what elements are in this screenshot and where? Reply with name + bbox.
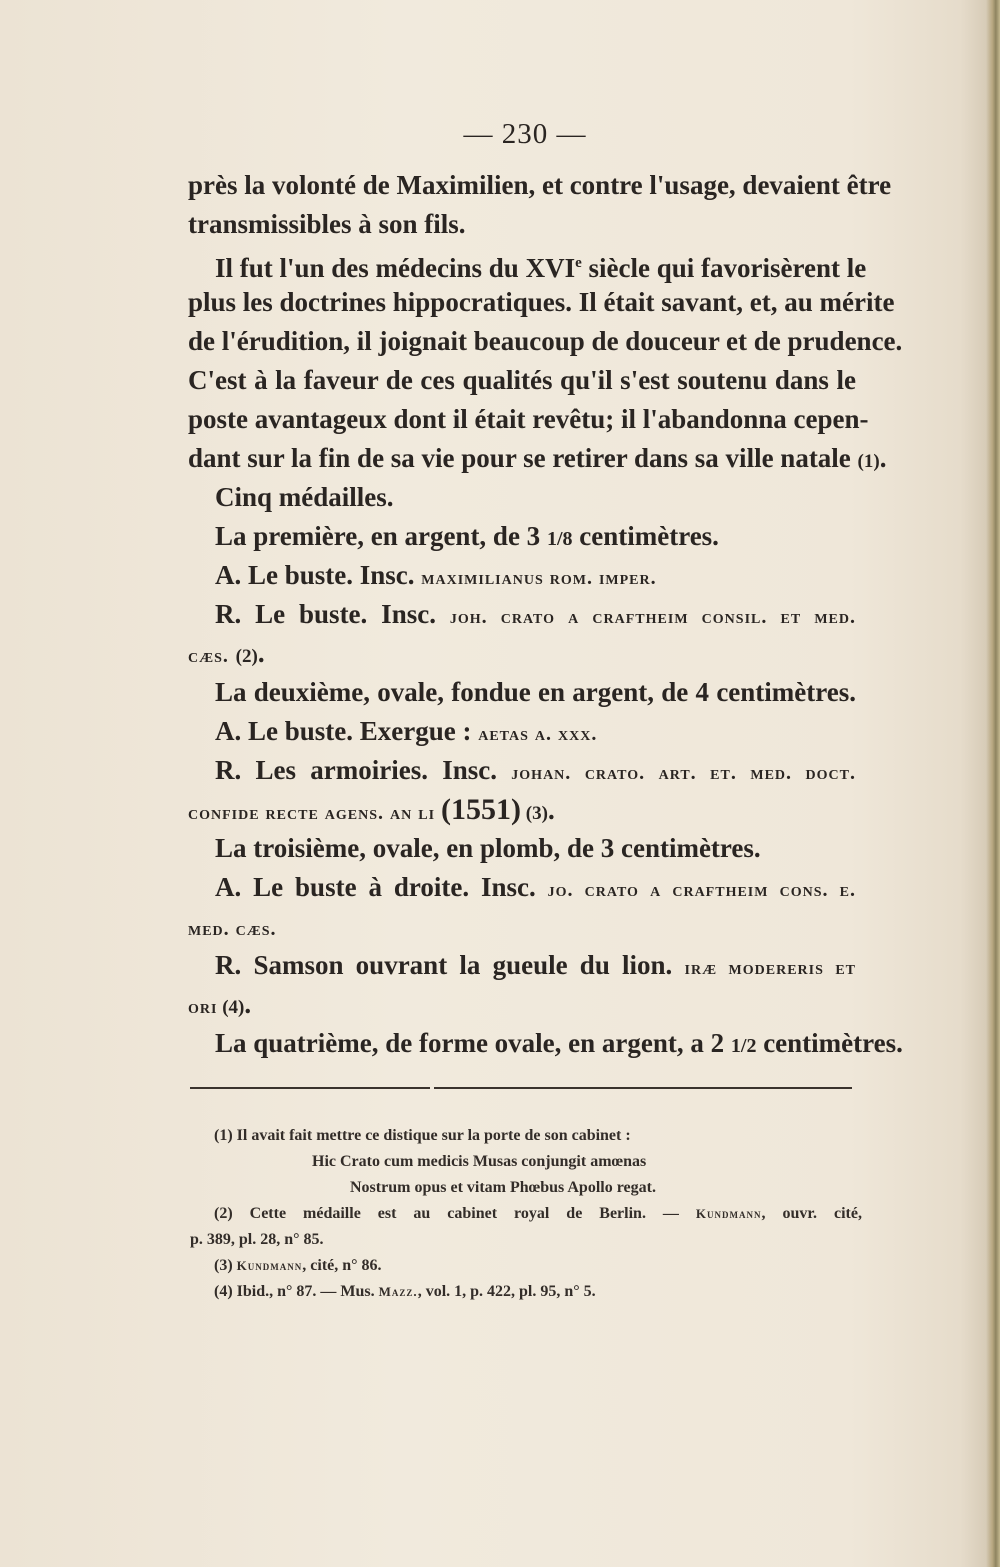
footnote-line: (2) Cette médaille est au cabinet royal de Berlin. — Kundmann, ouvr. cité, (214, 1205, 862, 1222)
text-line: transmissibles à son fils. (188, 209, 466, 239)
footnote-line: (3) Kundmann, cité, n° 86. (214, 1257, 382, 1274)
footnote-line: p. 389, pl. 28, n° 85. (190, 1231, 324, 1248)
text-line: R. Les armoiries. Insc. johan. crato. art. et. med. doct. (215, 755, 857, 785)
footnote-line: (4) Ibid., n° 87. — Mus. Mazz., vol. 1, p. 422, pl. 95, n° 5. (214, 1283, 596, 1300)
text-line: Il fut l'un des médecins du XVIe siècle qui favorisèrent le (215, 253, 867, 283)
text-line: La première, en argent, de 3 1/8 centimètres. (215, 521, 719, 551)
footnote-verse: Nostrum opus et vitam Phœbus Apollo regat. (350, 1179, 656, 1196)
footnote-ref: (4) (217, 997, 245, 1018)
text-line: Cinq médailles. (215, 482, 394, 512)
text-line: A. Le buste à droite. Insc. jo. crato a craftheim cons. e. (215, 872, 856, 902)
footnote-ref: (1) (857, 451, 880, 472)
text-line: La quatrième, de forme ovale, en argent, a 2 1/2 centimètres. (215, 1028, 903, 1058)
footnote-ref: (2) (235, 646, 258, 667)
text-line: de l'érudition, il joignait beaucoup de douceur et de prudence. (188, 326, 903, 356)
text-line: confide recte agens. an li (1551) (3). (188, 793, 555, 826)
text-line: plus les doctrines hippocratiques. Il était savant, et, au mérite (188, 287, 895, 317)
text-line: R. Le buste. Insc. joh. crato a craftheim consil. et med. (215, 599, 856, 629)
text-line: R. Samson ouvrant la gueule du lion. iræ modereris et (215, 950, 856, 980)
footnote-verse: Hic Crato cum medicis Musas conjungit amœnas (312, 1153, 647, 1170)
text-line: dant sur la fin de sa vie pour se retirer dans sa ville natale (1). (188, 443, 887, 473)
footnote-rule (434, 1087, 852, 1089)
text-line: med. cæs. (188, 918, 277, 940)
text-line: ori (4). (188, 989, 252, 1019)
text-line: poste avantageux dont il était revêtu; il l'abandonna cepen- (188, 404, 869, 434)
page-edge (986, 0, 1000, 1567)
text-line: C'est à la faveur de ces qualités qu'il s'est soutenu dans le (188, 365, 856, 395)
text-line: près la volonté de Maximilien, et contre l'usage, devaient être (188, 170, 892, 200)
footnote-ref: (3) (521, 803, 548, 824)
page-number: — 230 — (463, 118, 587, 150)
text-line: La deuxième, ovale, fondue en argent, de 4 centimètres. (215, 677, 856, 707)
body-text (188, 166, 903, 1063)
text-line: A. Le buste. Exergue : aetas a. xxx. (215, 716, 598, 746)
text-line: La troisième, ovale, en plomb, de 3 centimètres. (215, 833, 761, 863)
footnotes (190, 1123, 862, 1305)
text-line: A. Le buste. Insc. maximilianus rom. imper. (215, 560, 657, 590)
text-line: cæs. (2). (188, 638, 265, 668)
footnote-line: (1) Il avait fait mettre ce distique sur la porte de son cabinet : (214, 1127, 631, 1144)
footnote-rule (190, 1087, 430, 1089)
